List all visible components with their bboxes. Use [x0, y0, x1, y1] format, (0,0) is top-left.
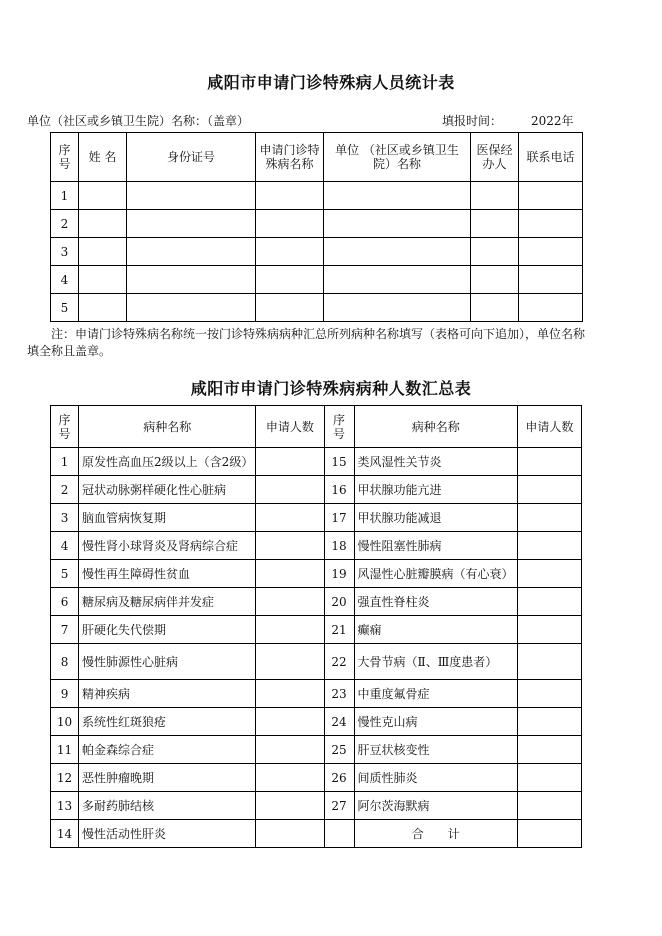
table-row: [51, 644, 582, 680]
disease-name: 帕金森综合症: [79, 736, 256, 764]
name-cell[interactable]: [79, 182, 127, 210]
applicant-count-cell[interactable]: [256, 532, 324, 560]
disease-seq: 4: [51, 532, 79, 560]
disease-seq: 10: [51, 708, 79, 736]
phone-cell[interactable]: [519, 294, 583, 322]
disease-name: 慢性再生障碍性贫血: [79, 560, 256, 588]
table-row: [51, 504, 582, 532]
disease-seq: 26: [324, 764, 354, 792]
header-count-right: 申请人数: [517, 406, 581, 448]
disease-seq: 2: [51, 476, 79, 504]
applicant-count-cell[interactable]: [517, 680, 581, 708]
disease-name: 多耐药肺结核: [79, 792, 256, 820]
id-cell[interactable]: [127, 210, 256, 238]
disease-name: 类风湿性关节炎: [354, 448, 517, 476]
phone-cell[interactable]: [519, 210, 583, 238]
handler-cell[interactable]: [471, 266, 519, 294]
disease-seq: 16: [324, 476, 354, 504]
applicant-count-cell[interactable]: [256, 616, 324, 644]
disease-name: 慢性活动性肝炎: [79, 820, 256, 848]
applicant-count-cell[interactable]: [517, 644, 581, 680]
disease-name: 慢性肺源性心脏病: [79, 644, 256, 680]
disease-name: 肝豆状核变性: [354, 736, 517, 764]
applicant-count-cell[interactable]: [517, 588, 581, 616]
disease-cell[interactable]: [256, 182, 324, 210]
table-row: [51, 764, 582, 792]
disease-cell[interactable]: [256, 266, 324, 294]
disease-seq: 20: [324, 588, 354, 616]
disease-name: 间质性肺炎: [354, 764, 517, 792]
disease-name: 慢性阻塞性肺病: [354, 532, 517, 560]
table-row: [51, 560, 582, 588]
handler-cell[interactable]: [471, 238, 519, 266]
applicant-count-cell[interactable]: [517, 448, 581, 476]
handler-cell[interactable]: [471, 294, 519, 322]
form2-title: 咸阳市申请门诊特殊病病种人数汇总表: [190, 379, 472, 398]
disease-name: 原发性高血压2级以上（含2级）: [79, 448, 256, 476]
row-seq: 4: [51, 266, 79, 294]
unit-cell[interactable]: [324, 238, 471, 266]
total-count-cell[interactable]: [517, 820, 581, 848]
name-cell[interactable]: [79, 294, 127, 322]
table-row: [51, 266, 583, 294]
row-seq: 1: [51, 182, 79, 210]
disease-name: 强直性脊柱炎: [354, 588, 517, 616]
summary-header-row: [51, 406, 582, 448]
applicant-count-cell[interactable]: [517, 736, 581, 764]
disease-name: 糖尿病及糖尿病伴并发症: [79, 588, 256, 616]
empty-cell: [324, 820, 354, 848]
table-row: [51, 792, 582, 820]
handler-cell[interactable]: [471, 182, 519, 210]
id-cell[interactable]: [127, 266, 256, 294]
applicant-count-cell[interactable]: [517, 764, 581, 792]
unit-cell[interactable]: [324, 294, 471, 322]
disease-seq: 6: [51, 588, 79, 616]
disease-seq: 11: [51, 736, 79, 764]
table-row: [51, 210, 583, 238]
personnel-header-row: [51, 133, 583, 182]
row-seq: 5: [51, 294, 79, 322]
applicant-count-cell[interactable]: [517, 504, 581, 532]
disease-seq: 8: [51, 644, 79, 680]
table-row: [51, 680, 582, 708]
fill-time-label: 填报时间：: [442, 114, 503, 128]
disease-seq: 27: [324, 792, 354, 820]
applicant-count-cell[interactable]: [256, 820, 324, 848]
name-cell[interactable]: [79, 210, 127, 238]
header-disease-name: 申请门诊特殊病名称: [256, 133, 324, 182]
disease-name: 风湿性心脏瓣膜病（有心衰）: [354, 560, 517, 588]
disease-seq: 1: [51, 448, 79, 476]
applicant-count-cell[interactable]: [256, 708, 324, 736]
header-disease-left: 病种名称: [79, 406, 256, 448]
applicant-count-cell[interactable]: [517, 532, 581, 560]
disease-name: 癫痫: [354, 616, 517, 644]
disease-seq: 23: [324, 680, 354, 708]
applicant-count-cell[interactable]: [256, 680, 324, 708]
form1-note: 注：申请门诊特殊病名称统一按门诊特殊病病种汇总所列病种名称填写（表格可向下追加），单位名称填全称且盖章。: [27, 327, 586, 358]
disease-seq: 7: [51, 616, 79, 644]
phone-cell[interactable]: [519, 238, 583, 266]
table-row: [51, 238, 583, 266]
table-row: [51, 448, 582, 476]
disease-seq: 15: [324, 448, 354, 476]
unit-cell[interactable]: [324, 182, 471, 210]
applicant-count-cell[interactable]: [256, 560, 324, 588]
applicant-count-cell[interactable]: [256, 644, 324, 680]
unit-cell[interactable]: [324, 266, 471, 294]
applicant-count-cell[interactable]: [256, 792, 324, 820]
table-row: [51, 616, 582, 644]
disease-seq: 25: [324, 736, 354, 764]
header-disease-right: 病种名称: [354, 406, 517, 448]
disease-seq: 18: [324, 532, 354, 560]
phone-cell[interactable]: [519, 182, 583, 210]
applicant-count-cell[interactable]: [256, 448, 324, 476]
table-row: [51, 820, 582, 848]
disease-seq: 14: [51, 820, 79, 848]
disease-name: 脑血管病恢复期: [79, 504, 256, 532]
disease-seq: 3: [51, 504, 79, 532]
applicant-count-cell[interactable]: [517, 792, 581, 820]
disease-seq: 17: [324, 504, 354, 532]
applicant-count-cell[interactable]: [256, 476, 324, 504]
applicant-count-cell[interactable]: [256, 736, 324, 764]
disease-seq: 9: [51, 680, 79, 708]
header-seq-right: 序号: [324, 406, 354, 448]
applicant-count-cell[interactable]: [256, 504, 324, 532]
disease-cell[interactable]: [256, 238, 324, 266]
table-row: [51, 708, 582, 736]
header-handler: 医保经办人: [471, 133, 519, 182]
form1-title: 咸阳市申请门诊特殊病人员统计表: [207, 73, 455, 92]
handler-cell[interactable]: [471, 210, 519, 238]
disease-name: 肝硬化失代偿期: [79, 616, 256, 644]
personnel-table: [50, 132, 583, 322]
disease-name: 甲状腺功能减退: [354, 504, 517, 532]
unit-cell[interactable]: [324, 210, 471, 238]
summary-table: [50, 405, 582, 848]
name-cell[interactable]: [79, 238, 127, 266]
table-row: [51, 736, 582, 764]
id-cell[interactable]: [127, 182, 256, 210]
applicant-count-cell[interactable]: [256, 764, 324, 792]
fill-year: 2022年: [531, 114, 574, 128]
disease-name: 冠状动脉粥样硬化性心脏病: [79, 476, 256, 504]
unit-name-label: 单位（社区或乡镇卫生院）名称：（盖章）: [27, 114, 250, 128]
disease-seq: 19: [324, 560, 354, 588]
disease-name: 阿尔茨海默病: [354, 792, 517, 820]
disease-name: 恶性肿瘤晚期: [79, 764, 256, 792]
applicant-count-cell[interactable]: [517, 476, 581, 504]
disease-name: 慢性克山病: [354, 708, 517, 736]
disease-cell[interactable]: [256, 210, 324, 238]
header-count-left: 申请人数: [256, 406, 324, 448]
applicant-count-cell[interactable]: [256, 588, 324, 616]
table-row: [51, 532, 582, 560]
applicant-count-cell[interactable]: [517, 560, 581, 588]
id-cell[interactable]: [127, 294, 256, 322]
applicant-count-cell[interactable]: [517, 616, 581, 644]
disease-seq: 22: [324, 644, 354, 680]
disease-name: 大骨节病（Ⅱ、Ⅲ度患者）: [354, 644, 517, 680]
row-seq: 3: [51, 238, 79, 266]
disease-seq: 24: [324, 708, 354, 736]
table-row: [51, 294, 583, 322]
disease-seq: 13: [51, 792, 79, 820]
disease-seq: 21: [324, 616, 354, 644]
total-label: 合 计: [354, 820, 517, 848]
header-seq: 序号: [51, 133, 79, 182]
disease-name: 甲状腺功能亢进: [354, 476, 517, 504]
table-row: [51, 588, 582, 616]
row-seq: 2: [51, 210, 79, 238]
name-cell[interactable]: [79, 266, 127, 294]
header-unit-name: 单位 （社区或乡镇卫生院）名称: [324, 133, 471, 182]
id-cell[interactable]: [127, 238, 256, 266]
disease-name: 慢性肾小球肾炎及肾病综合症: [79, 532, 256, 560]
phone-cell[interactable]: [519, 266, 583, 294]
disease-cell[interactable]: [256, 294, 324, 322]
disease-seq: 5: [51, 560, 79, 588]
disease-name: 精神疾病: [79, 680, 256, 708]
header-phone: 联系电话: [519, 133, 583, 182]
table-row: [51, 182, 583, 210]
header-id-number: 身份证号: [127, 133, 256, 182]
header-seq-left: 序号: [51, 406, 79, 448]
header-name: 姓 名: [79, 133, 127, 182]
applicant-count-cell[interactable]: [517, 708, 581, 736]
disease-seq: 12: [51, 764, 79, 792]
disease-name: 系统性红斑狼疮: [79, 708, 256, 736]
disease-name: 中重度氟骨症: [354, 680, 517, 708]
table-row: [51, 476, 582, 504]
